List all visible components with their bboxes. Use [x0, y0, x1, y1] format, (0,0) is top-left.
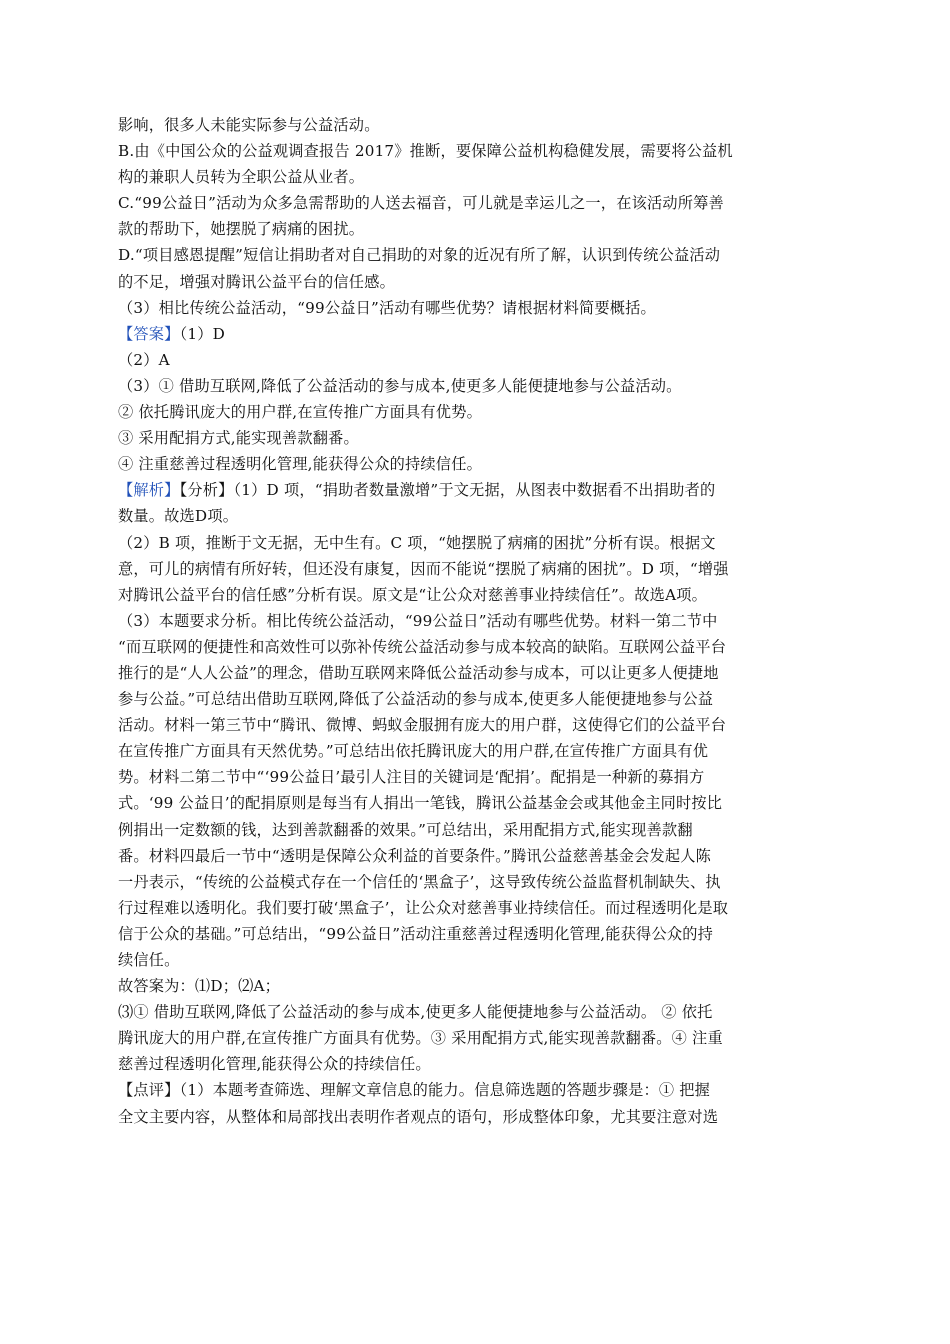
option-c-line: 款的帮助下，她摆脱了病痛的困扰。 — [118, 220, 365, 239]
analysis-line: 活动。材料一第三节中“腾讯、微博、蚂蚁金服拥有庞大的用户群，这使得它们的公益平台 — [118, 716, 727, 735]
answer-q3-item: （3）① 借助互联网,降低了公益活动的参与成本,使更多人能便捷地参与公益活动。 — [118, 376, 682, 395]
analysis-line: 对腾讯公益平台的信任感”分析有误。原文是“让公众对慈善事业持续信任”。故选A项。 — [118, 585, 708, 604]
answer-q3-item: ③ 采用配捐方式,能实现善款翻番。 — [118, 429, 359, 448]
analysis-line: 续信任。 — [118, 951, 180, 969]
summary-line: ⑶① 借助互联网,降低了公益活动的参与成本,使更多人能便捷地参与公益活动。 ② 依托 — [118, 1003, 713, 1022]
summary-line: 故答案为：⑴D；⑵A； — [118, 977, 281, 996]
option-c-line: C.“99公益日”活动为众多急需帮助的人送去福音，可儿就是幸运儿之一，在该活动所筹善 — [118, 194, 724, 213]
analysis-line: 番。材料四最后一节中“透明是保障公众利益的首要条件。”腾讯公益慈善基金会发起人陈 — [118, 846, 712, 865]
analysis-line: 一丹表示，“传统的公益模式存在一个信任的‘黑盒子’，这导致传统公益监督机制缺失、执 — [118, 872, 721, 891]
question-3: （3）相比传统公益活动，“99公益日”活动有哪些优势？请根据材料简要概括。 — [118, 298, 656, 317]
summary-line: 慈善过程透明化管理,能获得公众的持续信任。 — [118, 1055, 431, 1074]
option-a-tail: 影响，很多人未能实际参与公益活动。 — [118, 116, 380, 134]
analysis-line: 意，可儿的病情有所好转，但还没有康复，因而不能说“摆脱了病痛的困扰”。D 项，“增强 — [118, 559, 729, 578]
analysis-p1-text: 【分析】（1）D 项，“捐助者数量激增”于文无据，从图表中数据看不出捐助者的 — [179, 481, 716, 500]
answer-line — [118, 321, 832, 347]
summary-line: 腾讯庞大的用户群,在宣传推广方面具有优势。③ 采用配捐方式,能实现善款翻番。④ 注重 — [118, 1029, 723, 1048]
analysis-line: 势。材料二第二节中“‘99公益日’最引人注目的关键词是‘配捐’。配捐是一种新的募捐方 — [118, 768, 705, 787]
analysis-line: 行过程难以透明化。我们要打破‘黑盒子’，让公众对慈善事业持续信任。而过程透明化是取 — [118, 898, 729, 917]
option-b-line: B.由《中国公众的公益观调查报告 2017》推断，要保障公益机构稳健发展，需要将公益机 — [118, 142, 733, 161]
analysis-line: （2）B 项，推断于文无据，无中生有。C 项，“她摆脱了病痛的困扰”分析有误。根据文 — [118, 533, 716, 552]
document-page — [118, 112, 832, 1130]
analysis-line — [118, 477, 832, 503]
analysis-line: “而互联网的便捷性和高效性可以弥补传统公益活动参与成本较高的缺陷。互联网公益平台 — [118, 637, 727, 656]
analysis-line: 推行的是“人人公益”的理念，借助互联网来降低公益活动参与成本，可以让更多人便捷地 — [118, 663, 719, 682]
answer-label: 【答案】 — [118, 324, 180, 343]
option-b-line: 构的兼职人员转为全职公益从业者。 — [118, 168, 365, 187]
analysis-line: （3）本题要求分析。相比传统公益活动，“99公益日”活动有哪些优势。材料一第二节中 — [118, 611, 718, 630]
analysis-line: 参与公益。”可总结出借助互联网,降低了公益活动的参与成本,使更多人能便捷地参与公益 — [118, 690, 714, 709]
answer-q3-item: ④ 注重慈善过程透明化管理,能获得公众的持续信任。 — [118, 455, 482, 474]
comment-line — [118, 1077, 832, 1103]
answer-q1: （1）D — [179, 324, 225, 343]
analysis-line: 数量。故选D项。 — [118, 507, 239, 526]
analysis-label: 【解析】 — [118, 481, 180, 500]
comment-line: 全文主要内容，从整体和局部找出表明作者观点的语句，形成整体印象，尤其要注意对选 — [118, 1107, 719, 1126]
analysis-line: 信于公众的基础。”可总结出，“99公益日”活动注重慈善过程透明化管理,能获得公众的持 — [118, 924, 713, 943]
comment-label: 【点评】 — [118, 1081, 180, 1100]
analysis-line: 式。‘99 公益日’的配捐原则是每当有人捐出一笔钱，腾讯公益基金会或其他金主同时按比 — [118, 794, 723, 813]
option-d-line: D.“项目感恩提醒”短信让捐助者对自己捐助的对象的近况有所了解，认识到传统公益活动 — [118, 246, 721, 265]
analysis-line: 例捐出一定数额的钱，达到善款翻番的效果。”可总结出，采用配捐方式,能实现善款翻 — [118, 820, 693, 839]
analysis-line: 在宣传推广方面具有天然优势。”可总结出依托腾讯庞大的用户群,在宣传推广方面具有优 — [118, 742, 709, 761]
comment-text: （1）本题考查筛选、理解文章信息的能力。信息筛选题的答题步骤是：① 把握 — [179, 1081, 711, 1100]
answer-q3-item: ② 依托腾讯庞大的用户群,在宣传推广方面具有优势。 — [118, 403, 482, 422]
option-d-line: 的不足，增强对腾讯公益平台的信任感。 — [118, 272, 395, 291]
answer-q2: （2）A — [118, 350, 170, 369]
